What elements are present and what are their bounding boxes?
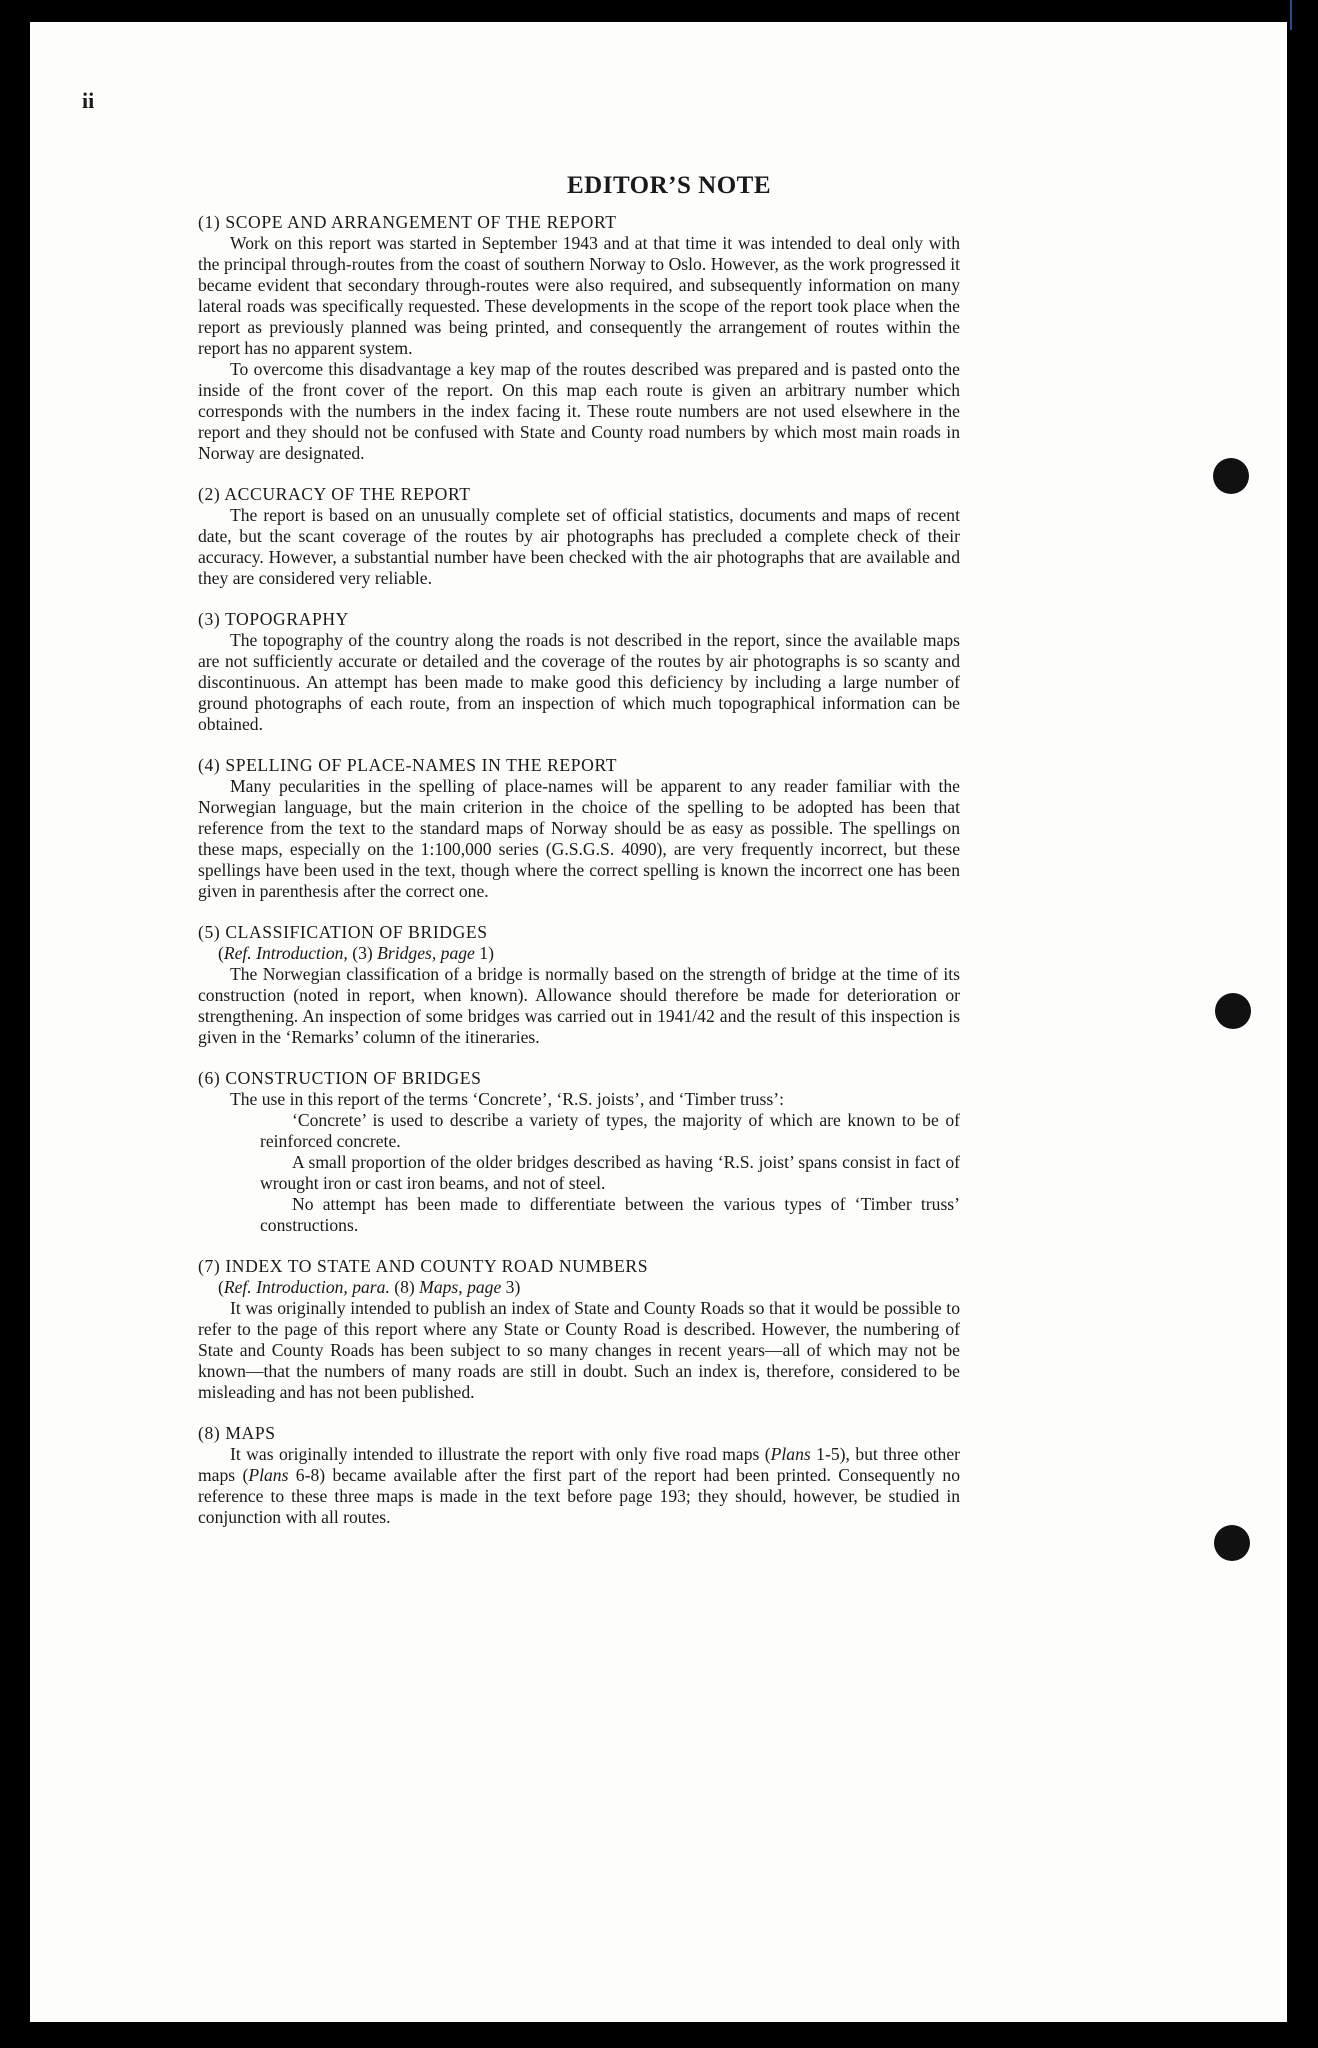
section-heading: (7) INDEX TO STATE AND COUNTY ROAD NUMBERS	[198, 1256, 649, 1276]
section-heading: (3) TOPOGRAPHY	[198, 609, 349, 629]
page-number: ii	[82, 88, 95, 113]
section-reference: (Ref. Introduction, para. (8) Maps, page 3)	[218, 1277, 521, 1297]
paragraph: The report is based on an unusually complete set of official statistics, documents and maps of recent date, but the scant coverage of the routes by air photographs has precluded a complete check of their accuracy. However, a substantial number have been checked with the air photographs that are available and they are considered very reliable.	[198, 505, 960, 588]
binder-hole-icon	[1214, 1525, 1250, 1561]
section-heading: (4) SPELLING OF PLACE-NAMES IN THE REPORT	[198, 755, 618, 775]
subparagraph: No attempt has been made to differentiate between the various types of ‘Timber truss’ constructions.	[260, 1194, 960, 1235]
section-topography	[198, 609, 960, 735]
section-heading: (6) CONSTRUCTION OF BRIDGES	[198, 1068, 482, 1088]
section-classification	[198, 922, 960, 1048]
paragraph: It was originally intended to publish an index of State and County Roads so that it would be possible to refer to the page of this report where any State or County Road is described. However, the numbering of State and County Roads has been subject to so many changes in recent years—all of which may not be known—that the numbers of many roads are still in doubt. Such an index is, therefore, considered to be misleading and has not been published.	[198, 1298, 960, 1402]
section-maps	[198, 1423, 960, 1528]
section-heading: (2) ACCURACY OF THE REPORT	[198, 484, 471, 504]
section-heading: (1) SCOPE AND ARRANGEMENT OF THE REPORT	[198, 212, 617, 232]
paragraph: It was originally intended to illustrate the report with only five road maps (Plans 1-5), but three other maps (Plans 6-8) became available after the first part of the report had been printed. Consequently no reference to these three maps is made in the text before page 193; they should, however, be studied in conjunction with all routes.	[198, 1444, 960, 1527]
section-reference: (Ref. Introduction, (3) Bridges, page 1)	[218, 943, 494, 963]
subparagraph: ‘Concrete’ is used to describe a variety of types, the majority of which are known to be of reinforced concrete.	[260, 1110, 960, 1151]
edge-mark	[1290, 0, 1292, 30]
section-scope	[198, 212, 960, 464]
subparagraph: A small proportion of the older bridges described as having ‘R.S. joist’ spans consist in fact of wrought iron or cast iron beams, and not of steel.	[260, 1152, 960, 1193]
paragraph: Work on this report was started in September 1943 and at that time it was intended to deal only with the principal through-routes from the coast of southern Norway to Oslo. However, as the work progressed it became evident that secondary through-routes were also required, and subsequently information on many lateral roads was specifically requested. These developments in the scope of the report took place when the report as previously planned was being printed, and consequently the arrangement of routes within the report has no apparent system.	[198, 233, 960, 358]
section-heading: (5) CLASSIFICATION OF BRIDGES	[198, 922, 488, 942]
section-heading: (8) MAPS	[198, 1423, 276, 1443]
paragraph: To overcome this disadvantage a key map of the routes described was prepared and is pasted onto the inside of the front cover of the report. On this map each route is given an arbitrary number which corresponds with the numbers in the index facing it. These route numbers are not used elsewhere in the report and they should not be confused with State and County road numbers by which most main roads in Norway are designated.	[198, 359, 960, 463]
paragraph: The use in this report of the terms ‘Concrete’, ‘R.S. joists’, and ‘Timber truss’:	[230, 1089, 784, 1109]
binder-hole-icon	[1213, 458, 1249, 494]
paragraph: The topography of the country along the roads is not described in the report, since the available maps are not sufficiently accurate or detailed and the coverage of the routes by air photographs is so scanty and discontinuous. An attempt has been made to make good this deficiency by including a large number of ground photographs of each route, from an inspection of which much topographical information can be obtained.	[198, 630, 960, 734]
paragraph: The Norwegian classification of a bridge is normally based on the strength of bridge at the time of its construction (noted in report, when known). Allowance should therefore be made for deterioration or strengthening. An inspection of some bridges was carried out in 1941/42 and the result of this inspection is given in the ‘Remarks’ column of the itineraries.	[198, 964, 960, 1047]
section-index	[198, 1256, 960, 1403]
section-accuracy	[198, 484, 960, 589]
section-construction	[198, 1068, 960, 1236]
binder-hole-icon	[1215, 993, 1251, 1029]
document-body	[198, 212, 960, 1548]
section-spelling	[198, 755, 960, 902]
paragraph: Many pecularities in the spelling of place-names will be apparent to any reader familiar with the Norwegian language, but the main criterion in the choice of the spelling to be adopted has been that reference from the text to the standard maps of Norway should be as easy as possible. The spellings on these maps, especially on the 1:100,000 series (G.S.G.S. 4090), are very frequently incorrect, but these spellings have been used in the text, though where the correct spelling is known the incorrect one has been given in parenthesis after the correct one.	[198, 776, 960, 901]
page-title: EDITOR’S NOTE	[566, 172, 771, 199]
